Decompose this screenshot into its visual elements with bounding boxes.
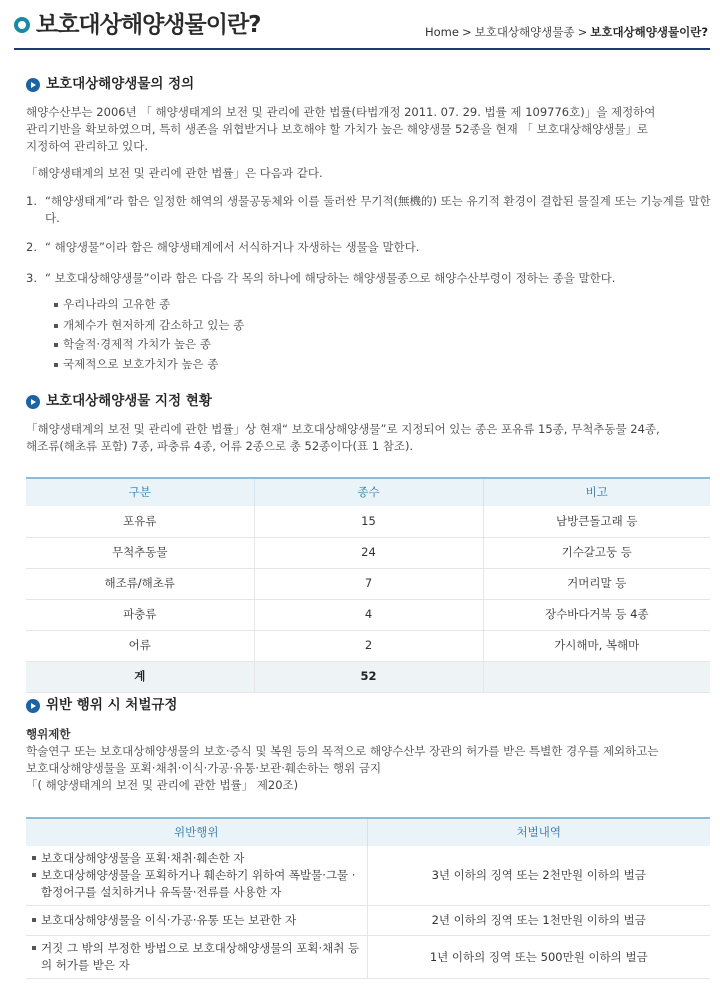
- section-title: 보호대상해양생물 지정 현황: [46, 393, 212, 409]
- violation-item: [32, 940, 361, 974]
- violation-item: [32, 867, 361, 901]
- section-definition-heading: [26, 76, 194, 93]
- section-bullet-icon: [26, 699, 40, 713]
- breadcrumb-current: 보호대상해양생물이란?: [590, 25, 708, 39]
- penalty-cell: 3년 이하의 징역 또는 2천만원 이하의 벌금: [367, 846, 710, 906]
- list-number: 3.: [26, 271, 37, 285]
- note-cell: 가시해마, 복해마: [483, 630, 710, 661]
- list-number: 2.: [26, 240, 37, 254]
- intro-line: 해양수산부는 2006년 「 해양생태계의 보전 및 관리에 관한 법률(타법개정 2011. 07. 29. 법률 제 109776호)」을 제정하여: [26, 105, 656, 119]
- table-header-row: [26, 478, 710, 506]
- violation-text: 거짓 그 밖의 부정한 방법으로 보호대상해양생물의 포획·채취 등의 허가를 받은 자: [41, 941, 360, 972]
- violation-cell: [26, 936, 367, 979]
- list-item: [26, 193, 714, 227]
- list-text: “ 보호대상해양생물”이라 함은 다음 각 목의 하나에 해당하는 해양생물종으로 해양수산부령이 정하는 종을 말한다.: [45, 271, 616, 285]
- section-penalty-heading: [26, 697, 177, 714]
- intro-line: 관리기반을 확보하였으며, 특히 생존을 위협받거나 보호해야 할 가치가 높은 해양생물 52종을 현재 「 보호대상해양생물」로: [26, 122, 649, 136]
- bullet-square-icon: [32, 856, 36, 860]
- breadcrumb-home[interactable]: Home: [425, 25, 459, 39]
- breadcrumb-parent[interactable]: 보호대상해양생물종: [474, 25, 575, 39]
- count-cell: 4: [254, 599, 483, 630]
- definition-intro: [26, 104, 714, 155]
- section-bullet-icon: [26, 78, 40, 92]
- bullet-text: 국제적으로 보호가치가 높은 종: [63, 357, 219, 371]
- desc-line: 「( 해양생태계의 보전 및 관리에 관한 법률」 제20조): [26, 778, 299, 792]
- category-cell: 해조류/해초류: [26, 568, 254, 599]
- criteria-bullet: [54, 356, 218, 373]
- table-row: [26, 537, 710, 568]
- table-row: [26, 630, 710, 661]
- desc-line: 「해양생태계의 보전 및 관리에 관한 법률」상 현재“ 보호대상해양생물”로 지정되어 있는 종은 포유류 15종, 무척추동물 24종,: [26, 422, 660, 436]
- table-header-row: [26, 818, 710, 846]
- bullet-square-icon: [54, 303, 58, 307]
- column-header: 처벌내역: [367, 818, 710, 846]
- criteria-bullet: [54, 336, 211, 353]
- section-bullet-icon: [26, 395, 40, 409]
- list-text: “ 해양생물”이라 함은 해양생태계에서 서식하거나 자생하는 생물을 말한다.: [45, 240, 420, 254]
- title-ring-icon: [14, 17, 30, 33]
- section-status-heading: [26, 393, 212, 410]
- bullet-square-icon: [32, 918, 36, 922]
- table-row: [26, 568, 710, 599]
- note-cell: 남방큰돌고래 등: [483, 506, 710, 537]
- total-note-cell: [483, 661, 710, 692]
- table-row: [26, 599, 710, 630]
- bullet-text: 우리나라의 고유한 종: [63, 297, 171, 311]
- subsection-title: 행위제한: [26, 727, 71, 741]
- category-cell: 포유류: [26, 506, 254, 537]
- count-cell: 2: [254, 630, 483, 661]
- title-wrap: [14, 10, 261, 40]
- intro-line: 지정하여 관리하고 있다.: [26, 139, 149, 153]
- bullet-text: 개체수가 현저하게 감소하고 있는 종: [63, 318, 245, 332]
- count-cell: 15: [254, 506, 483, 537]
- violation-item: [32, 850, 361, 867]
- total-count-cell: 52: [254, 661, 483, 692]
- status-description: [26, 421, 714, 455]
- note-cell: 기수갈고둥 등: [483, 537, 710, 568]
- violation-text: 보호대상해양생물을 포획·채취·훼손한 자: [41, 851, 245, 865]
- column-header: 구분: [26, 478, 254, 506]
- bullet-text: 학술적·경제적 가치가 높은 종: [63, 337, 211, 351]
- section-title: 위반 행위 시 처벌규정: [46, 697, 178, 713]
- column-header: 비고: [483, 478, 710, 506]
- category-cell: 무척추동물: [26, 537, 254, 568]
- table-row: [26, 846, 710, 906]
- list-item: [26, 239, 714, 256]
- desc-line: 학술연구 또는 보호대상해양생물의 보호·증식 및 복원 등의 목적으로 해양수산부 장관의 허가를 받은 특별한 경우를 제외하고는: [26, 744, 659, 758]
- header-divider: [14, 48, 710, 50]
- violation-text: 보호대상해양생물을 포획하거나 훼손하기 위하여 폭발물·그물 ·함정어구를 설치하거나 유독물·전류를 사용한 자: [41, 868, 356, 899]
- penalty-cell: 1년 이하의 징역 또는 500만원 이하의 벌금: [367, 936, 710, 979]
- total-label-cell: 계: [26, 661, 254, 692]
- violation-cell: [26, 846, 367, 906]
- count-cell: 7: [254, 568, 483, 599]
- restriction-description: [26, 743, 714, 794]
- page-title: 보호대상해양생물이란?: [36, 12, 261, 38]
- table-row: [26, 506, 710, 537]
- bullet-square-icon: [54, 343, 58, 347]
- breadcrumb: [425, 24, 708, 41]
- violation-text: 보호대상해양생물을 이식·가공·유통 또는 보관한 자: [41, 913, 297, 927]
- bullet-square-icon: [32, 946, 36, 950]
- page-header: [0, 0, 720, 50]
- column-header: 종수: [254, 478, 483, 506]
- list-item: [26, 270, 714, 287]
- table-row: [26, 906, 710, 936]
- breadcrumb-separator: >: [577, 25, 588, 39]
- note-cell: 장수바다거북 등 4종: [483, 599, 710, 630]
- section-title: 보호대상해양생물의 정의: [46, 76, 195, 92]
- penalty-table: [26, 817, 710, 979]
- violation-cell: [26, 906, 367, 936]
- criteria-bullet: [54, 296, 170, 313]
- bullet-square-icon: [54, 363, 58, 367]
- species-table: [26, 477, 710, 693]
- table-total-row: [26, 661, 710, 692]
- column-header: 위반행위: [26, 818, 367, 846]
- bullet-square-icon: [54, 324, 58, 328]
- category-cell: 파충류: [26, 599, 254, 630]
- bullet-square-icon: [32, 873, 36, 877]
- count-cell: 24: [254, 537, 483, 568]
- law-line: 「해양생태계의 보전 및 관리에 관한 법률」은 다음과 같다.: [26, 166, 323, 180]
- note-cell: 거머리말 등: [483, 568, 710, 599]
- list-text: “해양생태계”라 함은 일정한 해역의 생물공동체와 이를 둘러싼 무기적(無機的) 또는 유기적 환경이 결합된 물질계 또는 기능계를 말한다.: [45, 194, 711, 225]
- table-row: [26, 936, 710, 979]
- criteria-bullet: [54, 317, 244, 334]
- list-number: 1.: [26, 194, 37, 208]
- category-cell: 어류: [26, 630, 254, 661]
- desc-line: 보호대상해양생물을 포획·채취·이식·가공·유통·보관·훼손하는 행위 금지: [26, 761, 382, 775]
- penalty-cell: 2년 이하의 징역 또는 1천만원 이하의 벌금: [367, 906, 710, 936]
- desc-line: 해조류(해초류 포함) 7종, 파충류 4종, 어류 2종으로 총 52종이다(표 1 참조).: [26, 439, 414, 453]
- violation-item: [32, 912, 361, 929]
- breadcrumb-separator: >: [461, 25, 472, 39]
